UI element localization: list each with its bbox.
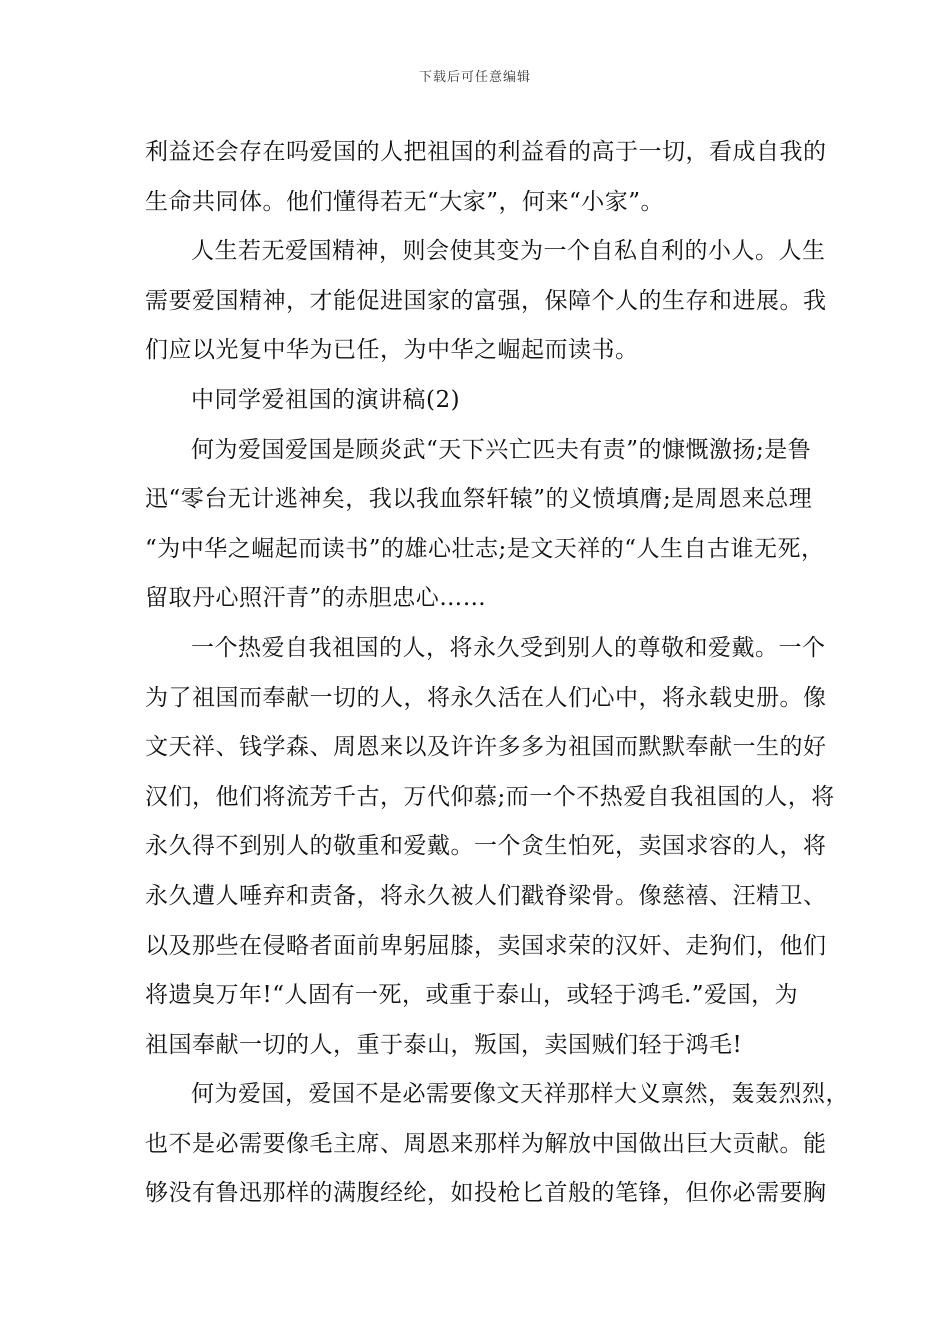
text-line: 需要爱国精神，才能促进国家的富强，保障个人的生存和进展。我 (145, 287, 827, 314)
text-line: 祖国奉献一切的人，重于泰山，叛国，卖国贼们轻于鸿毛! (145, 1031, 743, 1058)
text-line: 文天祥、钱学森、周恩来以及许许多多为祖国而默默奉献一生的好 (145, 734, 827, 761)
page-header: 下载后可任意编辑 (418, 70, 531, 85)
text-line: 为了祖国而奉献一切的人，将永久活在人们心中，将永载史册。像 (145, 684, 827, 711)
text-line: 够没有鲁迅那样的满腹经纶，如投枪匕首般的笔锋，但你必需要胸 (145, 1180, 827, 1207)
text-line: 永久得不到别人的敬重和爱戴。一个贪生怕死，卖国求容的人，将 (145, 833, 827, 860)
text-line: 留取丹心照汗青”的赤胆忠心…… (145, 585, 487, 612)
text-line: 利益还会存在吗爱国的人把祖国的利益看的高于一切，看成自我的 (145, 139, 827, 165)
body-text (145, 128, 849, 1219)
text-line: 中同学爱祖国的演讲稿(2) (191, 386, 461, 413)
text-line: 永久遭人唾弃和责备，将永久被人们戳脊梁骨。像慈禧、汪精卫、 (145, 882, 827, 909)
text-line: 们应以光复中华为已任，为中华之崛起而读书。 (145, 337, 639, 364)
text-line: 也不是必需要像毛主席、周恩来那样为解放中国做出巨大贡献。能 (145, 1130, 827, 1157)
text-line: 何为爱国爱国是顾炎武“天下兴亡匹夫有责”的慷慨激扬;是鲁 (191, 436, 812, 463)
text-line: 一个热爱自我祖国的人，将永久受到别人的尊敬和爱戴。一个 (191, 634, 826, 661)
text-line: 人生若无爱国精神，则会使其变为一个自私自利的小人。人生 (191, 238, 826, 265)
text-line: 以及那些在侵略者面前卑躬屈膝，卖国求荣的汉奸、走狗们，他们 (145, 932, 827, 959)
text-line: “为中华之崛起而读书”的雄心壮志;是文天祥的“人生自古谁无死， (145, 535, 825, 562)
text-line: 迅“零台无计逃神矣，我以我血祭轩辕”的义愤填膺;是周恩来总理 (145, 486, 813, 513)
text-line: 汉们，他们将流芳千古，万代仰慕;而一个不热爱自我祖国的人，将 (145, 783, 835, 810)
text-line: 何为爱国，爱国不是必需要像文天祥那样大义禀然，轰轰烈烈， (191, 1081, 849, 1108)
text-line: 将遗臭万年!“人固有一死，或重于泰山，或轻于鸿毛.”爱国，为 (145, 982, 799, 1009)
text-line: 生命共同体。他们懂得若无“大家”，何来“小家”。 (145, 188, 665, 215)
